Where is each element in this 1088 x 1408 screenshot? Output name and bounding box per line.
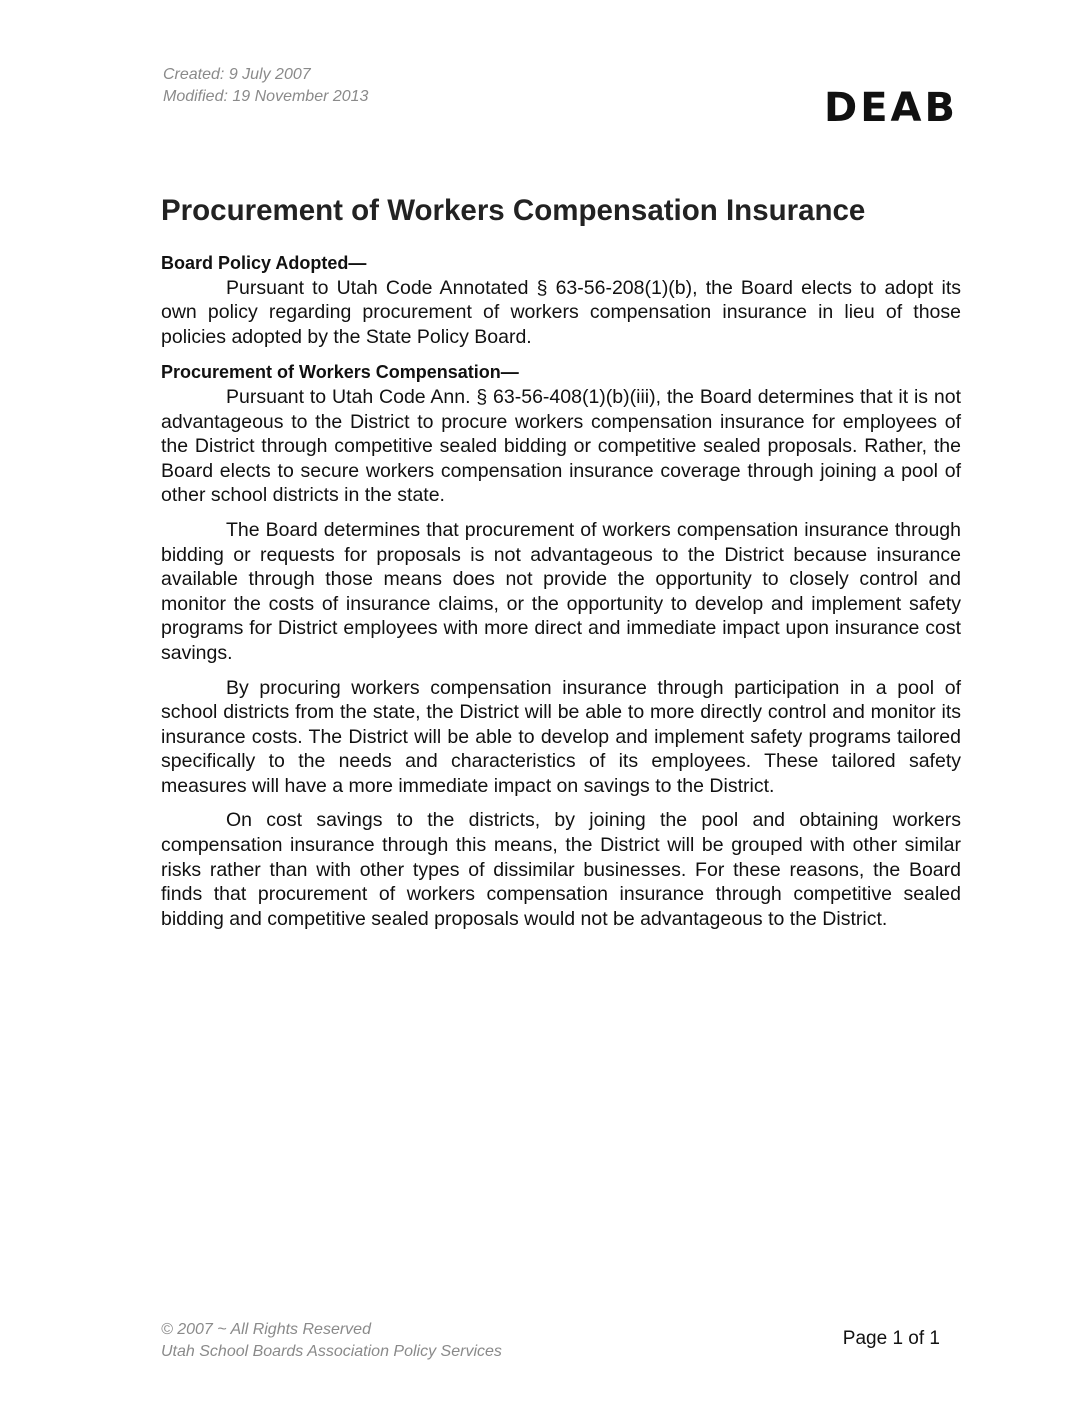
publisher-name: Utah School Boards Association Policy Services	[161, 1343, 502, 1360]
document-body	[161, 251, 961, 931]
section-heading-board-policy: Board Policy Adopted—	[161, 253, 367, 273]
paragraph: By procuring workers compensation insurance through participation in a pool of school districts from the state, the District will be able to more directly control and monitor its insurance costs. The District will be able to develop and implement safety programs tailored specifically to the needs and characteristics of its employees. These tailored safety measures will have a more immediate impact on savings to the District.	[161, 676, 961, 797]
page-number: Page 1 of 1	[842, 1328, 940, 1349]
paragraph: Pursuant to Utah Code Annotated § 63-56-208(1)(b), the Board elects to adopt its own policy regarding procurement of workers compensation insurance in lieu of those policies adopted by the State Policy Board.	[161, 276, 961, 348]
created-date: Created: 9 July 2007	[163, 66, 311, 83]
footer-credits	[161, 1319, 502, 1363]
policy-code: DEAB	[824, 85, 958, 131]
section-heading-procurement: Procurement of Workers Compensation—	[161, 362, 519, 383]
paragraph: On cost savings to the districts, by joining the pool and obtaining workers compensation insurance through this means, the District will be grouped with other similar risks rather than with other types of dissimilar businesses. For these reasons, the Board finds that procurement of workers compensation insurance through competitive sealed bidding and competitive sealed proposals would not be advantageous to the District.	[161, 809, 961, 930]
copyright-notice: © 2007 ~ All Rights Reserved	[161, 1321, 371, 1338]
modified-date: Modified: 19 November 2013	[163, 88, 369, 105]
paragraph: Pursuant to Utah Code Ann. § 63-56-408(1)(b)(iii), the Board determines that it is not advantageous to the District to procure workers compensation insurance for employees of the District through competitive sealed bidding or competitive sealed proposals. Rather, the Board elects to secure workers compensation insurance coverage through joining a pool of other school districts in the state.	[161, 385, 961, 507]
document-dates	[163, 64, 368, 108]
page-title: Procurement of Workers Compensation Insurance	[161, 194, 866, 227]
paragraph: The Board determines that procurement of workers compensation insurance through bidding or requests for proposals is not advantageous to the District because insurance available through those means does not provide the opportunity to closely control and monitor the costs of insurance claims, or the opportunity to develop and implement safety programs for District employees with more direct and immediate impact upon insurance cost savings.	[161, 518, 961, 664]
